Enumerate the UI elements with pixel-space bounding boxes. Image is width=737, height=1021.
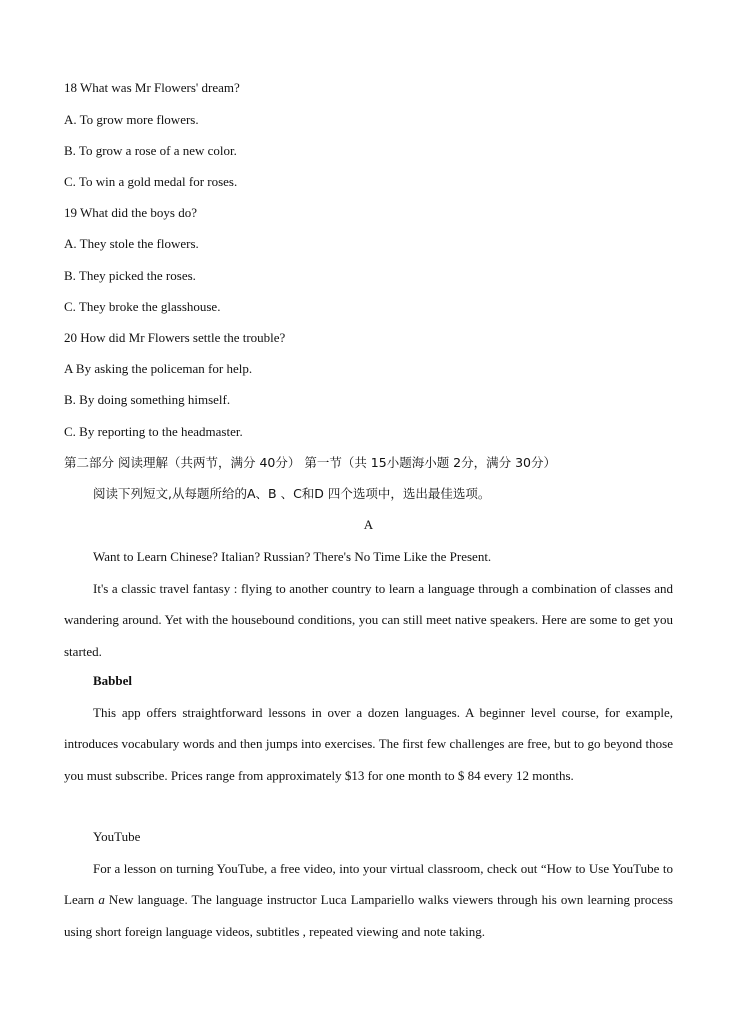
youtube-text-italic: a [98, 892, 105, 908]
question-20-stem: 20 How did Mr Flowers settle the trouble? [64, 330, 286, 345]
question-20-option-a: A By asking the policeman for help. [64, 361, 253, 376]
youtube-paragraph [64, 853, 673, 947]
question-19-stem: 19 What did the boys do? [64, 205, 197, 220]
passage-title: Want to Learn Chinese? Italian? Russian? There's No Time Like the Present. [93, 549, 492, 564]
question-19-option-a: A. They stole the flowers. [64, 236, 199, 251]
question-20-option-b: B. By doing something himself. [64, 392, 231, 407]
question-18-stem: 18 What was Mr Flowers' dream? [64, 80, 240, 95]
passage-label: A [363, 517, 374, 532]
question-18-option-c: C. To win a gold medal for roses. [64, 174, 238, 189]
youtube-heading: YouTube [93, 829, 141, 844]
question-19-option-c: C. They broke the glasshouse. [64, 299, 221, 314]
question-18-option-a: A. To grow more flowers. [64, 112, 199, 127]
question-20-option-c: C. By reporting to the headmaster. [64, 424, 243, 439]
question-18-option-b: B. To grow a rose of a new color. [64, 143, 237, 158]
section-heading: 第二部分 阅读理解（共两节，满分 40分） 第一节（共 15小题海小题 2分，满分 30分） [64, 455, 557, 470]
babbel-paragraph: This app offers straightforward lessons in over a dozen languages. A beginner level course, for example, introduces vocabulary words and then jumps into exercises. The first few challenges are free, but to go beyond those you must subscribe. Prices range from approximately $13 for one month to $ 84 every 12 months. [64, 705, 673, 783]
babbel-heading: Babbel [93, 673, 133, 688]
youtube-text-after: New language. The language instructor Luca Lampariello walks viewers through his own learning process using short foreign language videos, subtitles , repeated viewing and note taking. [64, 892, 673, 939]
youtube-text-before: For a lesson on turning YouTube, a free video, into your virtual classroom, check out “How to Use YouTube to Learn [64, 861, 673, 908]
question-19-option-b: B. They picked the roses. [64, 268, 196, 283]
passage-intro: It's a classic travel fantasy : flying to another country to learn a language through a combination of classes and wandering around. Yet with the housebound conditions, you can still meet native speakers. Here are some to get you started. [64, 581, 673, 659]
section-instruction: 阅读下列短文,从每题所给的A、B 、C和D 四个选项中，选出最佳选项。 [93, 486, 491, 501]
